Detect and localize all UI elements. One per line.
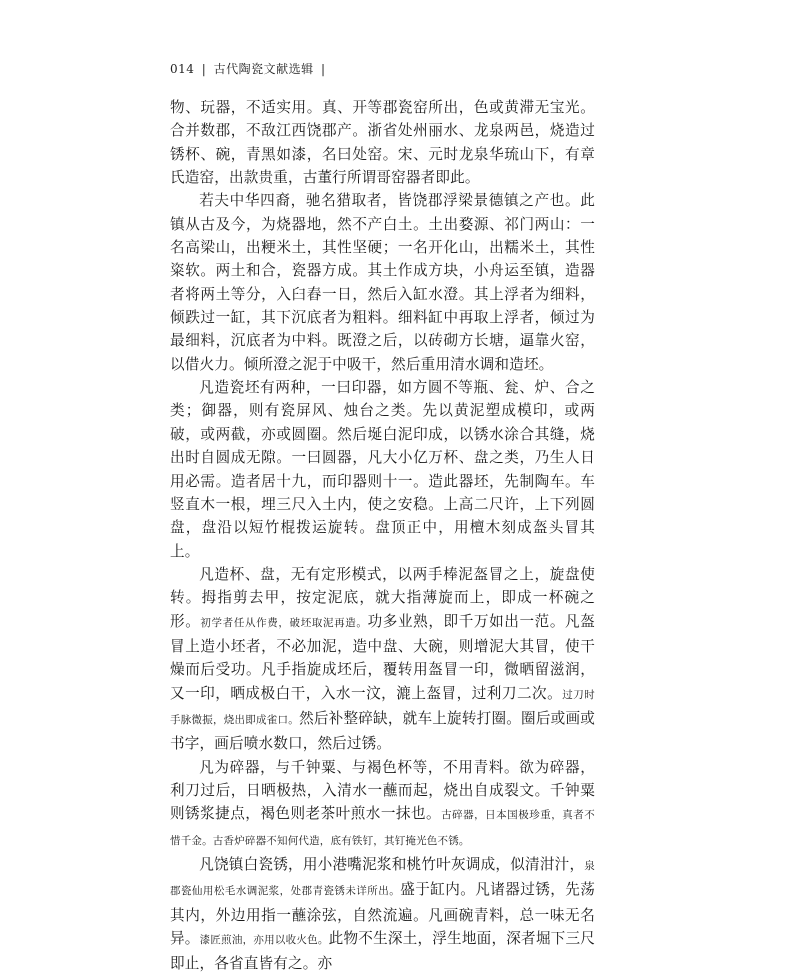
paragraph-text: 盛于缸内。凡诸器过锈，先荡其内，外边用指一蘸涂弦，自然流遍。凡画碗青料，总一味无名异。 bbox=[170, 881, 595, 948]
annotation-note: 泉郡瓷仙用松毛水调泥浆，处郡青瓷锈未详所出。 bbox=[170, 860, 595, 898]
annotation-note: 古碎器，日本国极珍重，真者不惜千金。古香炉碎器不知何代造，底有铁钉，其钉掩光色不锈。 bbox=[170, 809, 595, 847]
paragraph bbox=[170, 756, 595, 853]
paragraph-text: 若夫中华四裔，驰名猎取者，皆饶郡浮梁景德镇之产也。此镇从古及今，为烧器地，然不产白土。土出婺源、祁门两山：一名高梁山，出粳米土，其性坚硬；一名开化山，出糯米土，其性粢软。两土和合，瓷器方成。其土作成方块，小舟运至镇，造器者将两土等分，入臼舂一日，然后入缸水澄。其上浮者为细料，倾跌过一缸，其下沉底者为粗料。细料缸中再取上浮者，倾过为最细料，沉底者为中料。既澄之后，以砖砌方长塘，逼靠火窑，以借火力。倾所澄之泥于中吸干，然后重用清水调和造坯。 bbox=[170, 192, 595, 373]
page-number: 014 bbox=[170, 62, 195, 76]
annotation-note: 漆匠煎油，亦用以收火色。 bbox=[199, 934, 329, 947]
page-body bbox=[170, 96, 595, 976]
paragraph-text: 凡造瓷坯有两种，一曰印器，如方圆不等瓶、瓮、炉、合之类；御器，则有瓷屏风、烛台之类。先以黄泥塑成模印，或两破，或两截，亦或圆圈。然后埏白泥印成，以锈水涂合其缝，烧出时自圆成无隙。一曰圆器，凡大小亿万杯、盘之类，乃生人日用必需。造者居十九，而印器则十一。造此器坯，先制陶车。车竖直木一根，埋三尺入土内，使之安稳。上高二尺许，上下列圆盘，盘沿以短竹棍拨运旋转。盘顶正中，用檀木刻成盔头冒其上。 bbox=[170, 379, 595, 560]
header-separator: | bbox=[201, 62, 207, 76]
paragraph bbox=[170, 189, 595, 376]
annotation-note: 初学者任从作费，破坯取泥再造。 bbox=[200, 616, 368, 629]
paragraph-text: 凡饶镇白瓷锈，用小港嘴泥浆和桃竹叶灰调成，似清泔汁， bbox=[199, 856, 585, 873]
paragraph bbox=[170, 376, 595, 563]
paragraph-text: 凡造杯、盘，无有定形模式，以两手棒泥盔冒之上，旋盘使转。拇指剪去甲，按定泥底，就大指薄旋而上，即成一杯碗之形。 bbox=[170, 565, 595, 630]
paragraph-text: 此物不生深土，浮生地面，深者堀下三尺即止，各省直皆有之。亦 bbox=[170, 930, 595, 973]
running-header bbox=[170, 60, 329, 77]
header-separator: | bbox=[320, 62, 326, 76]
annotation-note: 过刀时手脉微振，烧出即成雀口。 bbox=[170, 688, 596, 726]
paragraph-text: 然后补整碎缺，就车上旋转打圈。圈后或画或书字，画后喷水数口，然后过锈。 bbox=[170, 709, 595, 753]
paragraph bbox=[170, 563, 595, 756]
paragraph bbox=[170, 96, 595, 189]
paragraph-text: 凡为碎器，与千钟粟、与褐色杯等，不用青料。欲为碎器，利刀过后，日晒极热，入清水一蘸而起，烧出自成裂文。千钟粟则锈浆捷点，褐色则老茶叶煎水一抹也。 bbox=[170, 758, 595, 823]
book-title: 古代陶瓷文献选辑 bbox=[213, 62, 314, 76]
paragraph bbox=[170, 853, 595, 976]
paragraph-text: 物、玩器，不适实用。真、开等郡瓷窑所出，色或黄滞无宝光。合并数郡，不敌江西饶郡产。浙省处州丽水、龙泉两邑，烧造过锈杯、碗，青黑如漆，名曰处窑。宋、元时龙泉华琉山下，有章氏造窑，出款贵重，古董行所谓哥窑器者即此。 bbox=[170, 99, 595, 187]
paragraph-text: 功多业熟，即千万如出一范。凡盔冒上造小坯者，不必加泥，造中盘、大碗，则增泥大其冒，使干燥而后受功。凡手指旋成坯后，覆转用盔冒一印，微晒留滋润，又一印，晒成极白干，入水一汶，漉上盔冒，过利刀二次。 bbox=[170, 612, 595, 702]
